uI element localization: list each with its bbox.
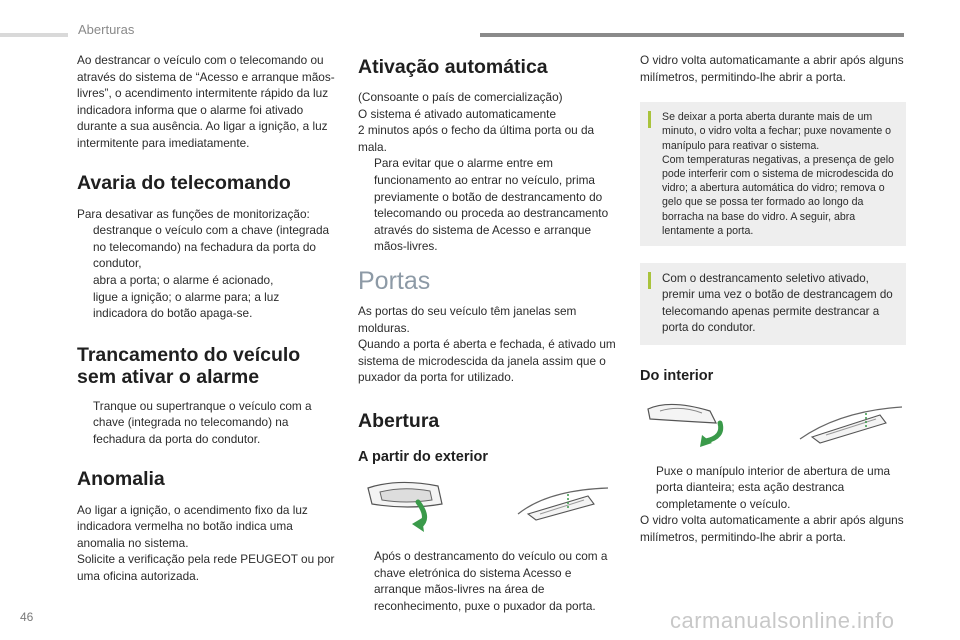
portas-paragraph: As portas do seu veículo têm janelas sem molduras. [358, 303, 577, 335]
ativacao-note: (Consoante o país de comercialização) [358, 90, 563, 104]
ativacao-paragraph: O sistema é ativado automaticamente [358, 106, 557, 121]
list-item: abra a porta; o alarme é acionado, [77, 272, 335, 289]
header-tick [0, 33, 68, 37]
bullet-icon [77, 398, 93, 448]
exterior-heading: A partir do exterior [358, 448, 488, 465]
column-2 [358, 52, 616, 614]
anomalia-paragraph-2: Solicite a verificação pela rede PEUGEOT ou por uma oficina autorizada. [77, 552, 335, 583]
column-1 [77, 52, 335, 584]
info-note: Se deixar a porta aberta durante mais de um minuto, o vidro volta a fechar; puxe novamente o manípulo para reativar o sistema. Com temperaturas negativas, a presença de gelo pode interferir com o sistema de microdescida do vidro; a abertura automática do vidro; remova o gelo que se possa ter formado ao longo da borracha na base do vidro. A seguir, abra lentamente a porta. [640, 102, 906, 246]
ativacao-heading: Ativação automática [358, 56, 548, 78]
window-paragraph: O vidro volta automaticamante a abrir após alguns milímetros, permitindo-lhe abrir a porta. [640, 53, 904, 84]
list-item: Após o destrancamento do veículo ou com a chave eletrónica do sistema Acesso e arranque mãos-livres na área de reconhecimento, puxe o puxador da porta. [358, 548, 616, 614]
bullet-icon [640, 463, 656, 513]
window-paragraph-2: O vidro volta automaticamente a abrir após alguns milímetros, permitindo-lhe abrir a porta. [640, 513, 904, 545]
list-item: Puxe o manípulo interior de abertura de uma porta dianteira; esta ação destranca completamente o veículo. [640, 463, 906, 513]
page-number: 46 [20, 610, 34, 624]
list-item: destranque o veículo com a chave (integrada no telecomando) na fechadura da porta do condutor, [77, 222, 335, 272]
avaria-intro: Para desativar as funções de monitorização: [77, 206, 310, 221]
interior-heading: Do interior [640, 367, 714, 384]
list-item: Para evitar que o alarme entre em funcionamento ao entrar no veículo, prima previamente o botão de destrancamento do telecomando ou proceda ao destrancamento através do sistema de Acesso e arranque mãos-livres. [358, 155, 616, 255]
interior-handle-illustration [640, 397, 906, 453]
watermark: carmanualsonline.info [670, 608, 895, 633]
exterior-handle-illustration [358, 474, 616, 542]
bullet-icon [77, 289, 93, 322]
info-icon [648, 111, 651, 128]
column-3 [640, 52, 906, 546]
ativacao-paragraph-2: 2 minutos após o fecho da última porta ou da mala. [358, 123, 595, 154]
portas-paragraph-2: Quando a porta é aberta e fechada, é ativado um sistema de microdescida da janela assim que o puxador da porta for utilizado. [358, 337, 616, 385]
abertura-heading: Abertura [358, 409, 440, 432]
anomalia-heading: Anomalia [77, 467, 165, 490]
avaria-heading: Avaria do telecomando [77, 171, 291, 194]
bullet-icon [358, 548, 374, 614]
header-rule [480, 33, 904, 37]
section-label: Aberturas [78, 22, 135, 37]
anomalia-paragraph: Ao ligar a ignição, o acendimento fixo da luz indicadora vermelha no botão indica uma anomalia no sistema. [77, 502, 308, 550]
intro-paragraph: Ao destrancar o veículo com o telecomando ou através do sistema de “Acesso e arranque mãos-livres”, o acendimento intermitente rápido da luz indicadora informa que o alarme foi ativado durante a sua ausência. Ao ligar a ignição, a luz intermitente para imediatamente. [77, 53, 335, 150]
bullet-icon [77, 222, 93, 272]
info-note: Com o destrancamento seletivo ativado, premir uma vez o botão de destrancagem do telecomando apenas permite destrancar a porta do condutor. [640, 263, 906, 345]
info-icon [648, 272, 651, 289]
bullet-icon [358, 155, 374, 255]
list-item: ligue a ignição; o alarme para; a luz indicadora do botão apaga-se. [77, 289, 335, 322]
trancamento-heading: Trancamento do veículo sem ativar o alarme [77, 343, 301, 388]
portas-heading: Portas [358, 266, 431, 295]
list-item: Tranque ou supertranque o veículo com a chave (integrada no telecomando) na fechadura da porta do condutor. [77, 398, 335, 448]
bullet-icon [77, 272, 93, 289]
